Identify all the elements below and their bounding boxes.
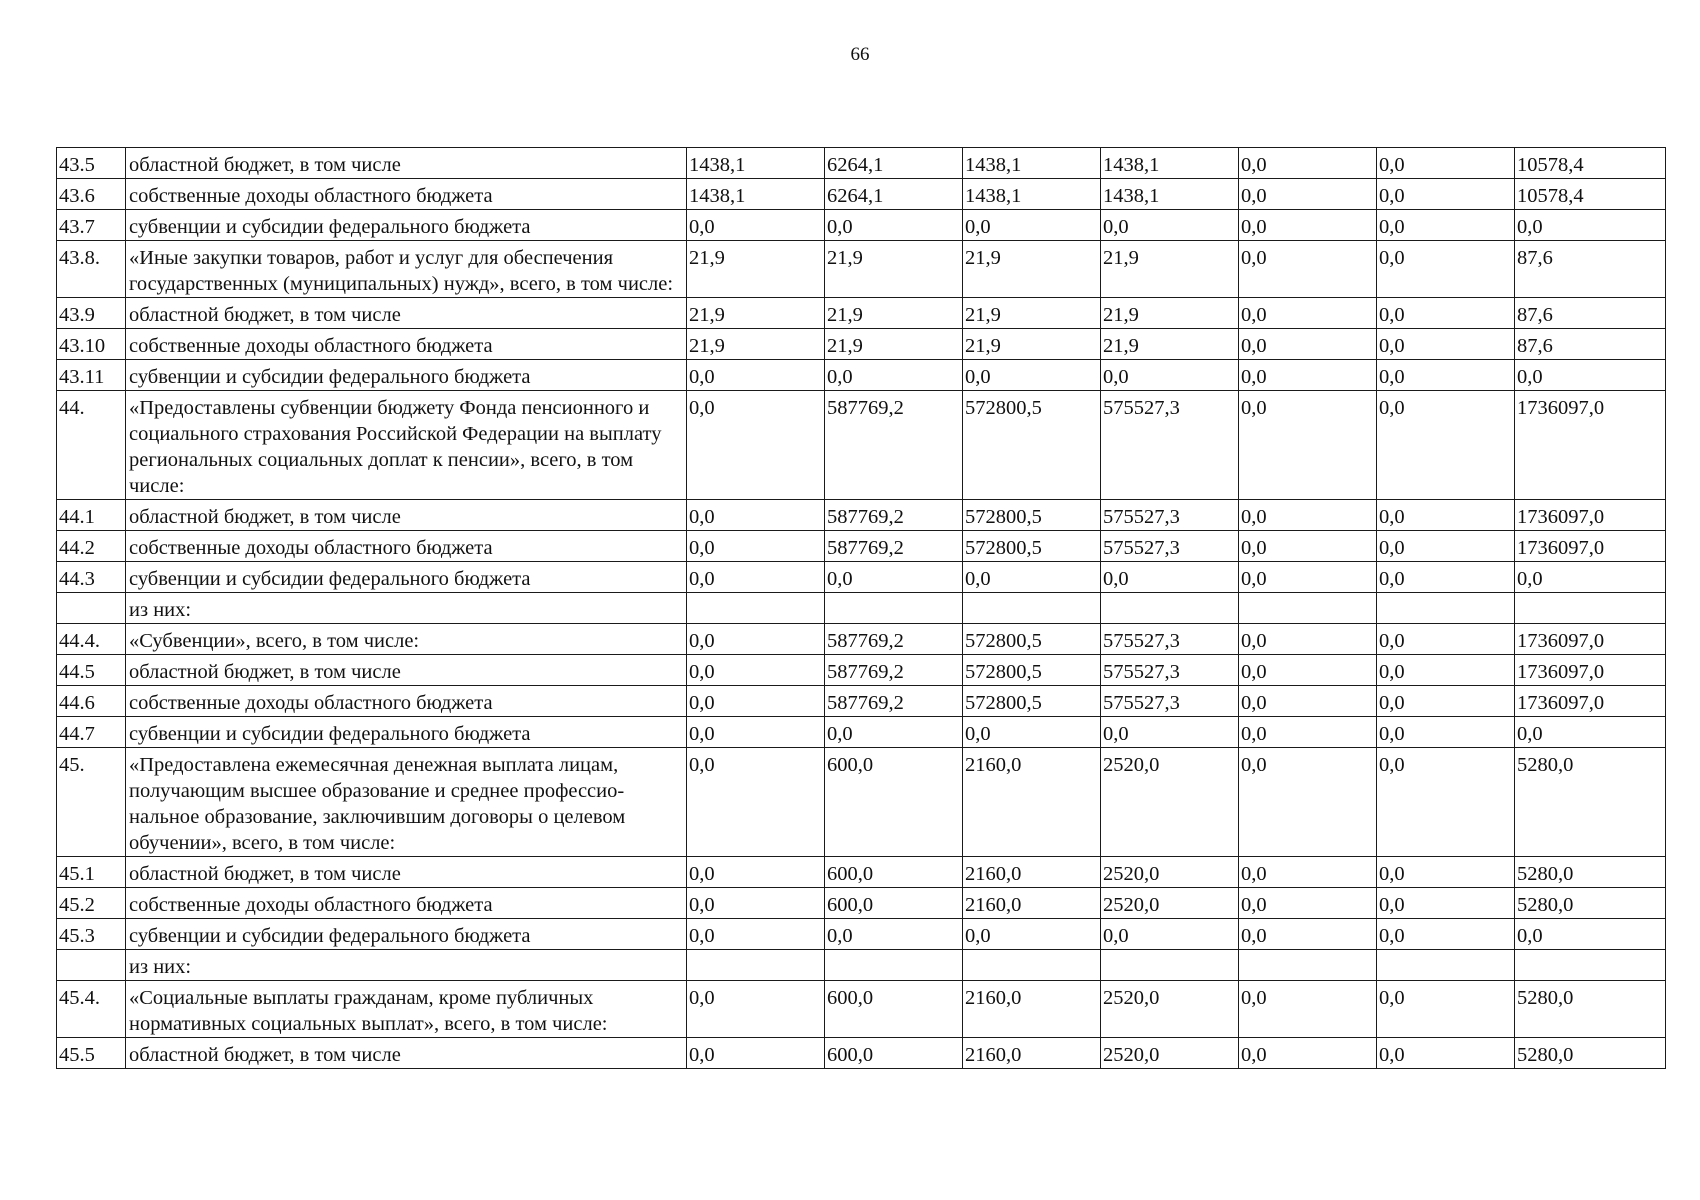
value-cell bbox=[1239, 950, 1377, 981]
value-cell: 600,0 bbox=[825, 1038, 963, 1069]
row-number-cell: 43.6 bbox=[57, 179, 126, 210]
budget-table bbox=[56, 147, 1666, 1069]
table-row bbox=[57, 329, 1666, 360]
value-cell: 0,0 bbox=[687, 360, 825, 391]
value-cell: 2520,0 bbox=[1101, 857, 1239, 888]
row-number-cell: 45.5 bbox=[57, 1038, 126, 1069]
row-number-cell bbox=[57, 950, 126, 981]
value-cell: 0,0 bbox=[825, 562, 963, 593]
value-cell: 0,0 bbox=[687, 888, 825, 919]
row-name-cell: областной бюджет, в том числе bbox=[126, 500, 687, 531]
value-cell: 2520,0 bbox=[1101, 1038, 1239, 1069]
value-cell: 0,0 bbox=[1239, 748, 1377, 857]
value-cell: 0,0 bbox=[825, 717, 963, 748]
value-cell: 10578,4 bbox=[1515, 148, 1666, 179]
row-number-cell: 44.3 bbox=[57, 562, 126, 593]
value-cell bbox=[963, 593, 1101, 624]
table-row bbox=[57, 748, 1666, 857]
table-row bbox=[57, 531, 1666, 562]
row-name-cell: «Субвенции», всего, в том числе: bbox=[126, 624, 687, 655]
value-cell: 575527,3 bbox=[1101, 686, 1239, 717]
value-cell: 0,0 bbox=[1239, 655, 1377, 686]
value-cell: 0,0 bbox=[825, 919, 963, 950]
value-cell: 1438,1 bbox=[687, 148, 825, 179]
value-cell: 0,0 bbox=[825, 360, 963, 391]
table-row bbox=[57, 562, 1666, 593]
value-cell: 6264,1 bbox=[825, 179, 963, 210]
table-row bbox=[57, 298, 1666, 329]
table-row bbox=[57, 888, 1666, 919]
row-number-cell: 43.7 bbox=[57, 210, 126, 241]
value-cell: 0,0 bbox=[1239, 888, 1377, 919]
value-cell bbox=[1101, 950, 1239, 981]
value-cell bbox=[1239, 593, 1377, 624]
row-name-cell: собственные доходы областного бюджета bbox=[126, 329, 687, 360]
row-number-cell bbox=[57, 593, 126, 624]
value-cell: 2520,0 bbox=[1101, 888, 1239, 919]
row-name-cell: областной бюджет, в том числе bbox=[126, 298, 687, 329]
value-cell: 572800,5 bbox=[963, 500, 1101, 531]
value-cell: 587769,2 bbox=[825, 655, 963, 686]
value-cell: 0,0 bbox=[687, 717, 825, 748]
value-cell: 600,0 bbox=[825, 981, 963, 1038]
row-name-cell: субвенции и субсидии федерального бюджета bbox=[126, 360, 687, 391]
value-cell: 5280,0 bbox=[1515, 1038, 1666, 1069]
row-name-cell: собственные доходы областного бюджета bbox=[126, 179, 687, 210]
value-cell: 0,0 bbox=[963, 717, 1101, 748]
value-cell: 87,6 bbox=[1515, 298, 1666, 329]
value-cell: 2160,0 bbox=[963, 1038, 1101, 1069]
row-name-cell: «Социальные выплаты гражданам, кроме публичных нормативных социальных выплат», всего, в том числе: bbox=[126, 981, 687, 1038]
row-name-cell: областной бюджет, в том числе bbox=[126, 655, 687, 686]
value-cell: 575527,3 bbox=[1101, 500, 1239, 531]
value-cell: 0,0 bbox=[963, 210, 1101, 241]
value-cell: 0,0 bbox=[687, 531, 825, 562]
table-body bbox=[57, 148, 1666, 1069]
value-cell: 587769,2 bbox=[825, 686, 963, 717]
value-cell: 2520,0 bbox=[1101, 981, 1239, 1038]
value-cell: 587769,2 bbox=[825, 391, 963, 500]
value-cell: 1438,1 bbox=[963, 179, 1101, 210]
value-cell: 21,9 bbox=[963, 241, 1101, 298]
value-cell: 2520,0 bbox=[1101, 748, 1239, 857]
value-cell: 0,0 bbox=[1377, 179, 1515, 210]
row-name-cell: областной бюджет, в том числе bbox=[126, 857, 687, 888]
value-cell: 0,0 bbox=[1377, 1038, 1515, 1069]
row-number-cell: 44.7 bbox=[57, 717, 126, 748]
row-name-cell: областной бюджет, в том числе bbox=[126, 148, 687, 179]
row-name-cell: субвенции и субсидии федерального бюджета bbox=[126, 717, 687, 748]
value-cell: 21,9 bbox=[825, 241, 963, 298]
value-cell: 21,9 bbox=[1101, 241, 1239, 298]
value-cell: 600,0 bbox=[825, 888, 963, 919]
row-number-cell: 44.1 bbox=[57, 500, 126, 531]
table-row bbox=[57, 391, 1666, 500]
value-cell: 0,0 bbox=[687, 655, 825, 686]
row-name-cell: субвенции и субсидии федерального бюджета bbox=[126, 562, 687, 593]
value-cell: 600,0 bbox=[825, 748, 963, 857]
value-cell: 0,0 bbox=[1239, 210, 1377, 241]
row-number-cell: 45.1 bbox=[57, 857, 126, 888]
value-cell: 1736097,0 bbox=[1515, 500, 1666, 531]
row-number-cell: 44.6 bbox=[57, 686, 126, 717]
value-cell: 5280,0 bbox=[1515, 857, 1666, 888]
value-cell: 0,0 bbox=[687, 686, 825, 717]
value-cell: 0,0 bbox=[1239, 500, 1377, 531]
value-cell: 0,0 bbox=[1239, 562, 1377, 593]
row-number-cell: 44.4. bbox=[57, 624, 126, 655]
value-cell: 0,0 bbox=[1377, 329, 1515, 360]
value-cell: 0,0 bbox=[1377, 531, 1515, 562]
value-cell: 0,0 bbox=[1377, 298, 1515, 329]
value-cell: 0,0 bbox=[1515, 210, 1666, 241]
table-row bbox=[57, 655, 1666, 686]
value-cell: 1438,1 bbox=[963, 148, 1101, 179]
value-cell: 0,0 bbox=[687, 624, 825, 655]
value-cell: 10578,4 bbox=[1515, 179, 1666, 210]
table-row bbox=[57, 950, 1666, 981]
value-cell: 0,0 bbox=[1239, 329, 1377, 360]
row-number-cell: 45. bbox=[57, 748, 126, 857]
value-cell: 2160,0 bbox=[963, 857, 1101, 888]
row-name-cell: субвенции и субсидии федерального бюджета bbox=[126, 919, 687, 950]
value-cell: 0,0 bbox=[1101, 717, 1239, 748]
value-cell: 0,0 bbox=[1377, 888, 1515, 919]
value-cell: 575527,3 bbox=[1101, 391, 1239, 500]
value-cell: 1736097,0 bbox=[1515, 624, 1666, 655]
table-row bbox=[57, 1038, 1666, 1069]
row-name-cell: «Предоставлена ежемесячная денежная выплата лицам, получающим высшее образование и среднее профессио-нальное образование, заключившим договоры о целевом обучении», всего, в том числе: bbox=[126, 748, 687, 857]
value-cell: 575527,3 bbox=[1101, 531, 1239, 562]
value-cell: 0,0 bbox=[1377, 148, 1515, 179]
value-cell: 0,0 bbox=[1239, 624, 1377, 655]
value-cell: 0,0 bbox=[687, 748, 825, 857]
value-cell: 5280,0 bbox=[1515, 748, 1666, 857]
value-cell: 21,9 bbox=[825, 329, 963, 360]
table-row bbox=[57, 179, 1666, 210]
value-cell: 21,9 bbox=[963, 298, 1101, 329]
table-row bbox=[57, 919, 1666, 950]
value-cell: 21,9 bbox=[687, 241, 825, 298]
value-cell: 587769,2 bbox=[825, 624, 963, 655]
value-cell: 0,0 bbox=[1377, 655, 1515, 686]
table-row bbox=[57, 148, 1666, 179]
table-row bbox=[57, 210, 1666, 241]
value-cell: 0,0 bbox=[1377, 919, 1515, 950]
value-cell: 1438,1 bbox=[1101, 148, 1239, 179]
value-cell: 0,0 bbox=[1239, 391, 1377, 500]
value-cell: 587769,2 bbox=[825, 500, 963, 531]
value-cell bbox=[825, 950, 963, 981]
page-number: 66 bbox=[850, 44, 870, 65]
value-cell: 0,0 bbox=[1377, 210, 1515, 241]
row-name-cell: из них: bbox=[126, 950, 687, 981]
value-cell: 21,9 bbox=[1101, 329, 1239, 360]
value-cell: 0,0 bbox=[1239, 919, 1377, 950]
row-name-cell: собственные доходы областного бюджета bbox=[126, 686, 687, 717]
table-row bbox=[57, 686, 1666, 717]
table-row bbox=[57, 360, 1666, 391]
row-number-cell: 45.3 bbox=[57, 919, 126, 950]
value-cell: 5280,0 bbox=[1515, 888, 1666, 919]
row-name-cell: «Иные закупки товаров, работ и услуг для обеспечения государственных (муниципальных) нужд», всего, в том числе: bbox=[126, 241, 687, 298]
value-cell: 0,0 bbox=[1377, 562, 1515, 593]
value-cell: 0,0 bbox=[1377, 241, 1515, 298]
value-cell: 0,0 bbox=[963, 919, 1101, 950]
value-cell: 2160,0 bbox=[963, 888, 1101, 919]
value-cell: 0,0 bbox=[687, 500, 825, 531]
row-name-cell: из них: bbox=[126, 593, 687, 624]
value-cell: 0,0 bbox=[687, 562, 825, 593]
value-cell: 0,0 bbox=[1101, 562, 1239, 593]
value-cell: 0,0 bbox=[1239, 360, 1377, 391]
value-cell: 0,0 bbox=[1377, 686, 1515, 717]
value-cell: 0,0 bbox=[687, 210, 825, 241]
table-row bbox=[57, 717, 1666, 748]
row-number-cell: 44.2 bbox=[57, 531, 126, 562]
row-name-cell: собственные доходы областного бюджета bbox=[126, 531, 687, 562]
value-cell: 575527,3 bbox=[1101, 624, 1239, 655]
value-cell: 0,0 bbox=[1101, 919, 1239, 950]
value-cell: 0,0 bbox=[1377, 748, 1515, 857]
value-cell: 0,0 bbox=[1515, 919, 1666, 950]
value-cell: 1438,1 bbox=[687, 179, 825, 210]
row-number-cell: 44.5 bbox=[57, 655, 126, 686]
value-cell: 0,0 bbox=[687, 857, 825, 888]
value-cell: 0,0 bbox=[825, 210, 963, 241]
row-name-cell: областной бюджет, в том числе bbox=[126, 1038, 687, 1069]
value-cell bbox=[963, 950, 1101, 981]
value-cell: 1736097,0 bbox=[1515, 655, 1666, 686]
value-cell: 87,6 bbox=[1515, 329, 1666, 360]
row-number-cell: 45.4. bbox=[57, 981, 126, 1038]
value-cell: 1736097,0 bbox=[1515, 686, 1666, 717]
value-cell: 87,6 bbox=[1515, 241, 1666, 298]
value-cell: 0,0 bbox=[1377, 360, 1515, 391]
value-cell bbox=[1515, 950, 1666, 981]
value-cell: 0,0 bbox=[1515, 562, 1666, 593]
value-cell: 21,9 bbox=[687, 329, 825, 360]
table-row bbox=[57, 981, 1666, 1038]
row-number-cell: 43.5 bbox=[57, 148, 126, 179]
row-name-cell: «Предоставлены субвенции бюджету Фонда пенсионного и социального страхования Российской Федерации на выплату региональных социальных доплат к пенсии», всего, в том числе: bbox=[126, 391, 687, 500]
value-cell: 0,0 bbox=[1239, 298, 1377, 329]
value-cell: 6264,1 bbox=[825, 148, 963, 179]
table-row bbox=[57, 500, 1666, 531]
row-number-cell: 43.9 bbox=[57, 298, 126, 329]
value-cell: 2160,0 bbox=[963, 748, 1101, 857]
value-cell: 0,0 bbox=[1377, 391, 1515, 500]
value-cell: 0,0 bbox=[1377, 500, 1515, 531]
value-cell bbox=[1377, 950, 1515, 981]
table-row bbox=[57, 593, 1666, 624]
value-cell: 0,0 bbox=[1101, 360, 1239, 391]
value-cell: 1438,1 bbox=[1101, 179, 1239, 210]
value-cell: 575527,3 bbox=[1101, 655, 1239, 686]
value-cell: 0,0 bbox=[1239, 686, 1377, 717]
value-cell: 0,0 bbox=[1377, 981, 1515, 1038]
value-cell bbox=[1515, 593, 1666, 624]
row-number-cell: 43.10 bbox=[57, 329, 126, 360]
value-cell: 0,0 bbox=[1239, 148, 1377, 179]
value-cell: 572800,5 bbox=[963, 391, 1101, 500]
value-cell: 0,0 bbox=[1239, 179, 1377, 210]
row-number-cell: 43.8. bbox=[57, 241, 126, 298]
value-cell: 572800,5 bbox=[963, 655, 1101, 686]
value-cell: 0,0 bbox=[963, 562, 1101, 593]
value-cell: 0,0 bbox=[1239, 717, 1377, 748]
value-cell: 0,0 bbox=[1515, 360, 1666, 391]
value-cell: 0,0 bbox=[963, 360, 1101, 391]
value-cell: 587769,2 bbox=[825, 531, 963, 562]
value-cell: 0,0 bbox=[1239, 1038, 1377, 1069]
value-cell: 21,9 bbox=[963, 329, 1101, 360]
value-cell: 21,9 bbox=[1101, 298, 1239, 329]
value-cell: 21,9 bbox=[825, 298, 963, 329]
value-cell: 0,0 bbox=[1101, 210, 1239, 241]
value-cell: 0,0 bbox=[1377, 857, 1515, 888]
value-cell: 0,0 bbox=[1239, 241, 1377, 298]
value-cell: 0,0 bbox=[1377, 717, 1515, 748]
value-cell: 1736097,0 bbox=[1515, 531, 1666, 562]
row-number-cell: 44. bbox=[57, 391, 126, 500]
table-row bbox=[57, 241, 1666, 298]
value-cell: 0,0 bbox=[1515, 717, 1666, 748]
value-cell: 5280,0 bbox=[1515, 981, 1666, 1038]
value-cell bbox=[687, 593, 825, 624]
row-number-cell: 45.2 bbox=[57, 888, 126, 919]
value-cell: 0,0 bbox=[687, 1038, 825, 1069]
value-cell bbox=[687, 950, 825, 981]
value-cell: 0,0 bbox=[1239, 981, 1377, 1038]
row-name-cell: субвенции и субсидии федерального бюджета bbox=[126, 210, 687, 241]
value-cell: 0,0 bbox=[687, 981, 825, 1038]
value-cell: 1736097,0 bbox=[1515, 391, 1666, 500]
value-cell: 600,0 bbox=[825, 857, 963, 888]
value-cell: 21,9 bbox=[687, 298, 825, 329]
value-cell: 572800,5 bbox=[963, 531, 1101, 562]
value-cell: 572800,5 bbox=[963, 686, 1101, 717]
row-name-cell: собственные доходы областного бюджета bbox=[126, 888, 687, 919]
table-row bbox=[57, 624, 1666, 655]
value-cell: 2160,0 bbox=[963, 981, 1101, 1038]
value-cell: 0,0 bbox=[1377, 624, 1515, 655]
table-row bbox=[57, 857, 1666, 888]
row-number-cell: 43.11 bbox=[57, 360, 126, 391]
value-cell: 572800,5 bbox=[963, 624, 1101, 655]
value-cell: 0,0 bbox=[1239, 531, 1377, 562]
value-cell: 0,0 bbox=[687, 391, 825, 500]
value-cell bbox=[1377, 593, 1515, 624]
value-cell bbox=[1101, 593, 1239, 624]
value-cell bbox=[825, 593, 963, 624]
value-cell: 0,0 bbox=[687, 919, 825, 950]
value-cell: 0,0 bbox=[1239, 857, 1377, 888]
